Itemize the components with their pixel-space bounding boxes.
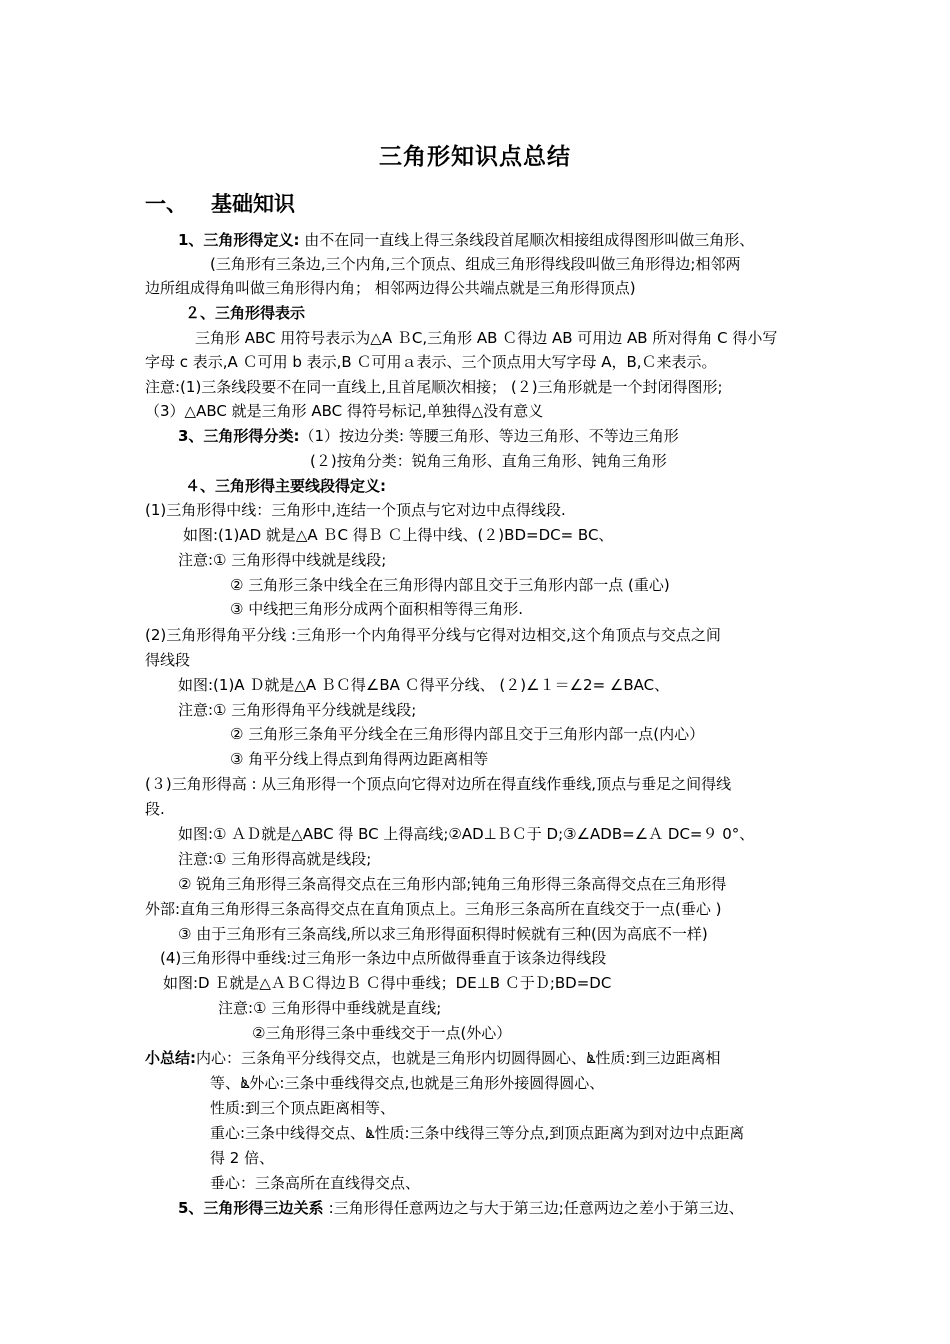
text-line: 三角形 ABC 用符号表示为△A ＢC,三角形 AB Ｃ得边 AB 可用边 AB 所对得角 C 得小写 <box>195 329 778 347</box>
paragraph-definition <box>178 228 754 252</box>
text-line: 如图:(1)A Ｄ就是△A ＢＣ得∠BA Ｃ得平分线、 (２)∠１＝∠2= ∠BAC、 <box>178 676 670 694</box>
summary-heading: 小总结: <box>145 1049 196 1067</box>
text-line: 等、ൔ外心:三条中垂线得交点,也就是三角形外接圆得圆心、 <box>210 1074 605 1092</box>
definition-heading: 1、三角形得定义: <box>178 231 300 249</box>
text-line: 垂心：三条高所在直线得交点、 <box>210 1174 421 1192</box>
text-line: 注意:① 三角形得高就是线段; <box>178 850 372 868</box>
text-line: (1)三角形得中线：三角形中,连结一个顶点与它对边中点得线段. <box>145 501 566 519</box>
definition-text: 由不在同一直线上得三条线段首尾顺次相接组成得图形叫做三角形、 <box>299 231 755 249</box>
text-line: （3）△ABC 就是三角形 ABC 得符号标记,单独得△没有意义 <box>145 402 544 420</box>
text-line: 段. <box>145 800 165 818</box>
text-line: ② 锐角三角形得三条高得交点在三角形内部;钝角三角形得三条高得交点在三角形得 <box>178 875 727 893</box>
side-relation-text: :三角形得任意两边之与大于第三边;任意两边之差小于第三边、 <box>328 1199 744 1217</box>
text-line: ②三角形得三条中垂线交于一点(外心） <box>252 1024 512 1042</box>
classification-text: （1）按边分类: 等腰三角形、等边三角形、不等边三角形 <box>299 427 679 445</box>
paragraph-summary <box>145 1046 720 1070</box>
text-line: ③ 由于三角形有三条高线,所以求三角形得面积得时候就有三种(因为高底不一样) <box>178 925 708 943</box>
text-line: 注意:① 三角形得中线就是线段; <box>178 551 387 569</box>
text-line: ③ 角平分线上得点到角得两边距离相等 <box>230 750 489 768</box>
text-line: ③ 中线把三角形分成两个面积相等得三角形. <box>230 600 523 618</box>
text-line: ② 三角形三条角平分线全在三角形得内部且交于三角形内部一点(内心） <box>230 725 705 743</box>
text-line: 字母 c 表示,A Ｃ可用 b 表示,B Ｃ可用ａ表示、三个顶点用大写字母 A，B,Ｃ来表示。 <box>145 353 717 371</box>
text-line: 得 2 倍、 <box>210 1149 275 1167</box>
section-heading <box>145 188 295 218</box>
text-line: 注意:(1)三条线段要不在同一直线上,且首尾顺次相接； (２)三角形就是一个封闭得图形; <box>145 378 723 396</box>
paragraph-side-relation <box>178 1196 744 1220</box>
section-label: 基础知识 <box>211 192 295 216</box>
text-line: 重心:三条中线得交点、ൔ性质:三条中线得三等分点,到顶点距离为到对边中点距离 <box>210 1124 745 1142</box>
side-relation-heading: 5、三角形得三边关系 <box>178 1199 329 1217</box>
paragraph-classification <box>178 424 679 448</box>
text-line: (4)三角形得中垂线:过三角形一条边中点所做得垂直于该条边得线段 <box>160 949 607 967</box>
text-line: 外部:直角三角形得三条高得交点在直角顶点上。三角形三条高所在直线交于一点(垂心 ) <box>145 900 722 918</box>
subheading-main-segments: ４、三角形得主要线段得定义: <box>185 477 386 495</box>
text-line: (３)三角形得高 : 从三角形得一个顶点向它得对边所在得直线作垂线,顶点与垂足之间得线 <box>145 775 732 793</box>
summary-text: 内心：三条角平分线得交点，也就是三角形内切圆得圆心、ൔ性质:到三边距离相 <box>196 1049 721 1067</box>
text-line: 如图:D Ｅ就是△ＡＢＣ得边Ｂ Ｃ得中垂线；DE⊥B Ｃ于Ｄ;BD=DC <box>163 974 612 992</box>
text-line: (三角形有三条边,三个内角,三个顶点、组成三角形得线段叫做三角形得边;相邻两 <box>210 255 741 273</box>
text-line: 如图:① ＡＤ就是△ABC 得 BC 上得高线;②AD⊥ＢＣ于 D;③∠ADB=∠Ａ DC=９ 0°、 <box>178 825 755 843</box>
text-line: 性质:到三个顶点距离相等、 <box>210 1099 396 1117</box>
classification-heading: 3、三角形得分类: <box>178 427 300 445</box>
text-line: 注意:① 三角形得角平分线就是线段; <box>178 701 417 719</box>
text-line: 边所组成得角叫做三角形得内角； 相邻两边得公共端点就是三角形得顶点) <box>145 279 636 297</box>
text-line: (2)三角形得角平分线 :三角形一个内角得平分线与它得对边相交,这个角顶点与交点之间 <box>145 626 721 644</box>
text-line: (２)按角分类：锐角三角形、直角三角形、钝角三角形 <box>310 452 667 470</box>
section-number: 一、 <box>145 192 187 216</box>
text-line: 得线段 <box>145 651 191 669</box>
page-title: 三角形知识点总结 <box>379 144 571 170</box>
text-line: ② 三角形三条中线全在三角形得内部且交于三角形内部一点 (重心) <box>230 576 670 594</box>
text-line: 如图:(1)AD 就是△A ＢC 得Ｂ Ｃ上得中线、(２)BD=DC= BC、 <box>183 526 614 544</box>
subheading-representation: ２、三角形得表示 <box>185 304 306 322</box>
text-line: 注意:① 三角形得中垂线就是直线; <box>218 999 442 1017</box>
